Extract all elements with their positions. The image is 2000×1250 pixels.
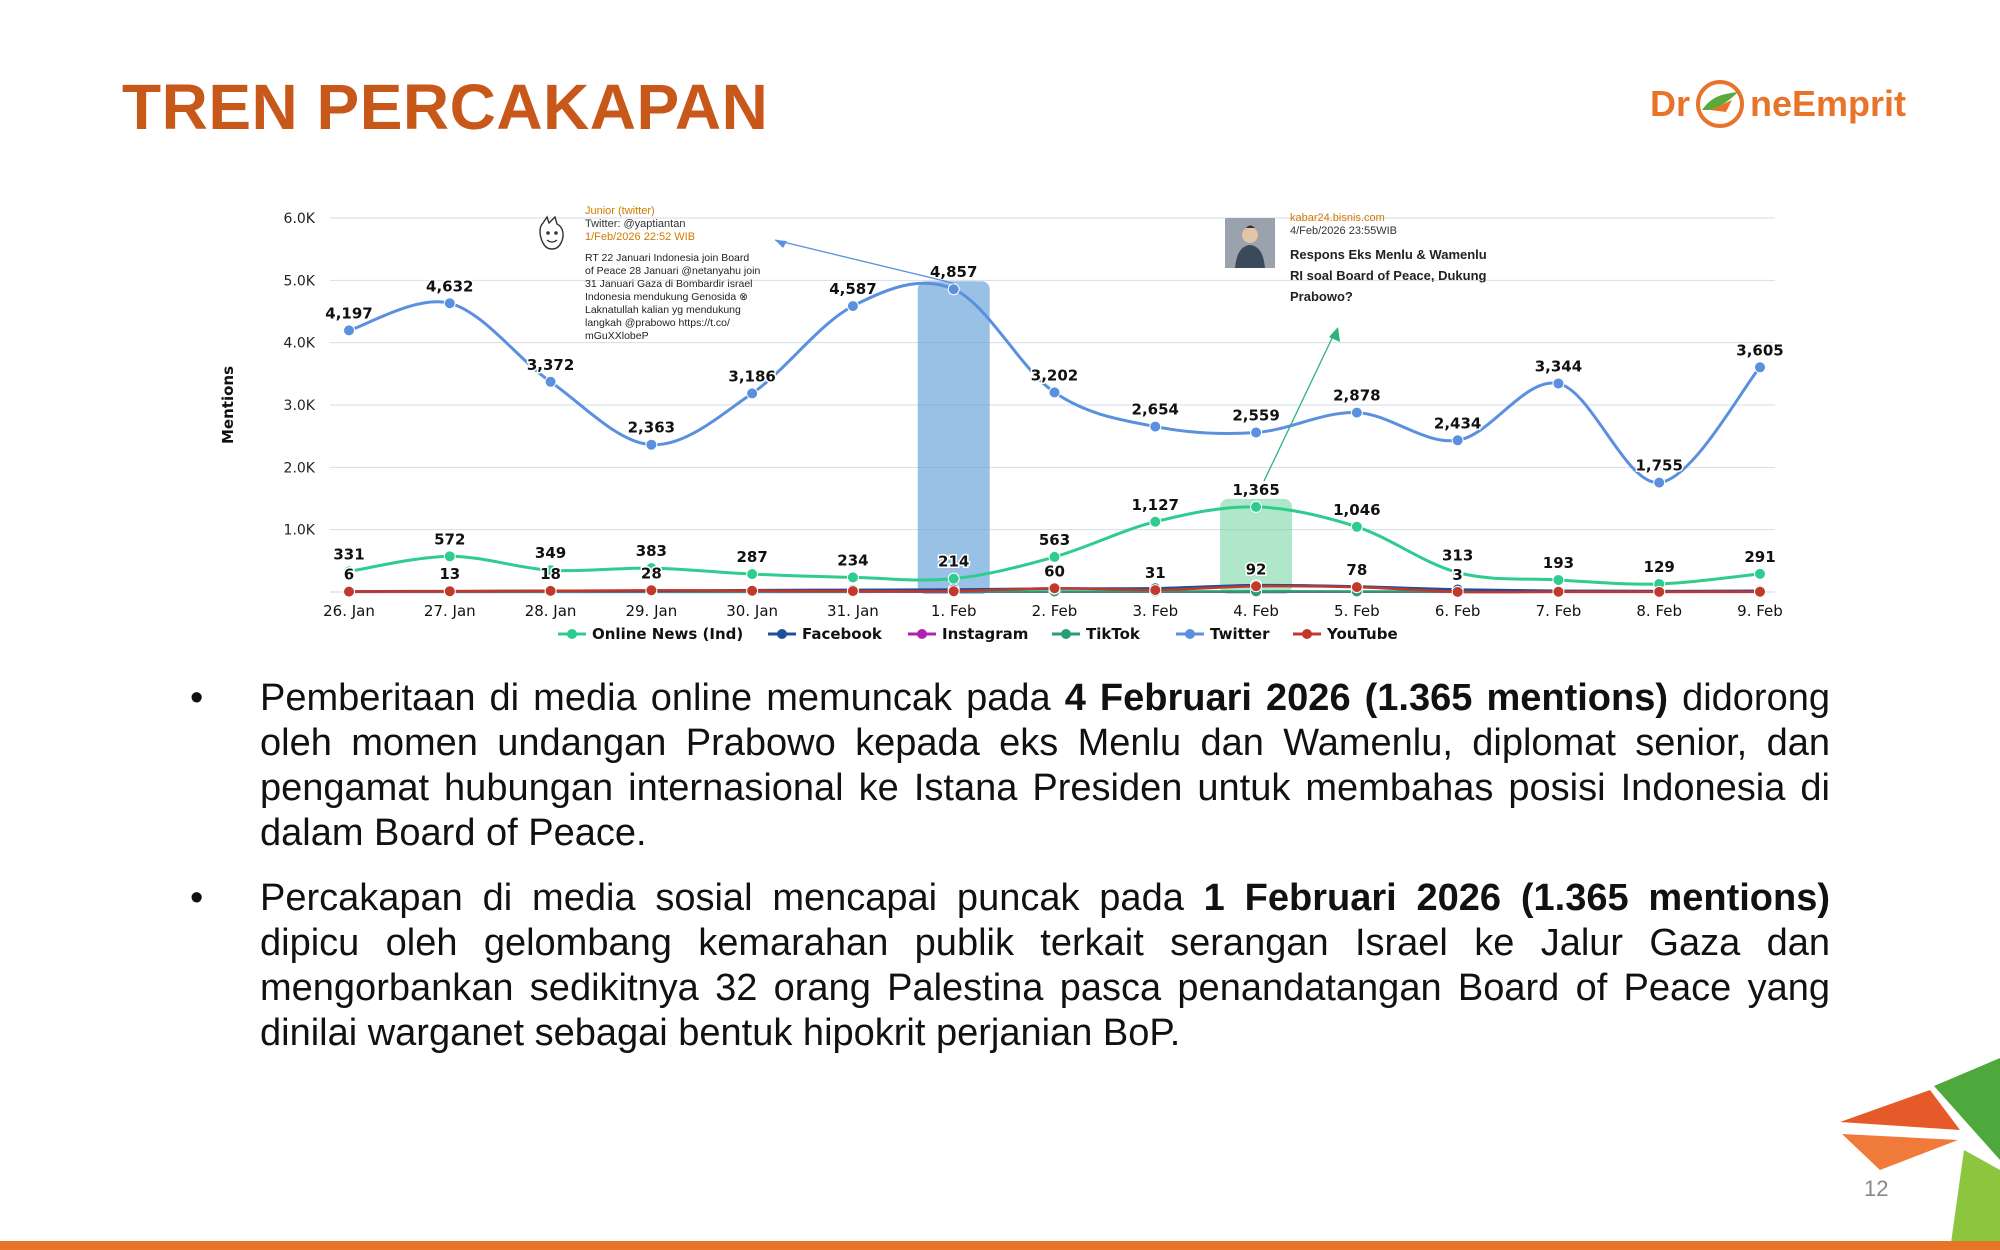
data-label: 60 bbox=[1044, 562, 1065, 581]
page-number: 12 bbox=[1864, 1176, 1889, 1201]
tweet-tooltip bbox=[535, 205, 775, 343]
data-point bbox=[747, 569, 758, 580]
data-point bbox=[1251, 427, 1262, 438]
data-label: 4,857 bbox=[929, 263, 978, 282]
x-tick-label: 29. Jan bbox=[625, 602, 678, 620]
data-point bbox=[847, 586, 858, 597]
legend-label: YouTube bbox=[1327, 625, 1398, 643]
data-label: 18 bbox=[540, 564, 562, 583]
data-point bbox=[1553, 574, 1564, 585]
data-point bbox=[444, 298, 455, 309]
insight-text-bold: 1 Februari 2026 (1.365 mentions) bbox=[1203, 877, 1830, 919]
data-point bbox=[1452, 435, 1463, 446]
x-tick-label: 3. Feb bbox=[1132, 602, 1179, 620]
legend-label: TikTok bbox=[1086, 625, 1140, 643]
legend-swatch-dot bbox=[917, 629, 927, 639]
data-label: 1,046 bbox=[1333, 500, 1381, 519]
data-label: 78 bbox=[1346, 561, 1368, 580]
y-axis-label: Mentions bbox=[219, 365, 237, 445]
insight-item bbox=[190, 876, 1830, 1056]
bullet-icon: • bbox=[190, 677, 204, 719]
data-point bbox=[847, 301, 858, 312]
legend-item bbox=[1052, 625, 1141, 643]
tooltip1-line: mGuXXlobeP bbox=[585, 330, 649, 342]
data-point bbox=[646, 439, 657, 450]
tooltip2-headline bbox=[1290, 244, 1515, 307]
data-point bbox=[1351, 582, 1362, 593]
legend-item bbox=[1176, 625, 1270, 643]
page-title: TREN PERCAKAPAN bbox=[122, 71, 769, 143]
data-label: 3 bbox=[1452, 565, 1463, 584]
data-label: 572 bbox=[434, 530, 466, 549]
legend-label: Facebook bbox=[802, 625, 882, 643]
logo-text-ne: ne bbox=[1750, 83, 1793, 124]
tooltip2-line: RI soal Board of Peace, Dukung bbox=[1290, 268, 1487, 283]
data-label: 287 bbox=[736, 548, 768, 567]
data-point bbox=[1553, 586, 1564, 597]
x-tick-label: 26. Jan bbox=[323, 602, 375, 620]
data-point bbox=[948, 284, 959, 295]
data-label: 563 bbox=[1038, 530, 1071, 549]
data-point bbox=[1251, 581, 1262, 592]
data-point bbox=[1755, 568, 1766, 579]
data-label: 2,654 bbox=[1131, 400, 1180, 419]
data-label: 193 bbox=[1542, 553, 1575, 572]
data-label: 383 bbox=[635, 542, 668, 561]
x-tick-label: 27. Jan bbox=[423, 602, 476, 620]
data-point bbox=[545, 585, 556, 596]
data-label: 92 bbox=[1245, 560, 1267, 579]
drone-emprit-logo bbox=[1650, 72, 1906, 136]
data-point bbox=[747, 585, 758, 596]
data-label: 331 bbox=[333, 545, 365, 564]
data-label: 28 bbox=[640, 564, 662, 583]
data-point bbox=[1553, 378, 1564, 389]
data-label: 31 bbox=[1144, 564, 1166, 583]
data-label: 1,127 bbox=[1131, 495, 1180, 514]
data-point bbox=[747, 388, 758, 399]
tooltip2-source: kabar24.bisnis.com bbox=[1290, 212, 1385, 224]
data-label: 6 bbox=[343, 565, 355, 584]
data-point bbox=[1654, 586, 1665, 597]
data-label: 291 bbox=[1744, 547, 1776, 566]
tooltip2-line: Respons Eks Menlu & Wamenlu bbox=[1290, 247, 1487, 262]
data-point bbox=[344, 325, 355, 336]
cartoon-avatar-icon bbox=[535, 215, 569, 253]
data-label: 3,186 bbox=[728, 367, 776, 386]
tooltip-connector-arrowhead bbox=[775, 240, 787, 248]
data-label: 129 bbox=[1643, 557, 1675, 576]
data-point bbox=[545, 376, 556, 387]
tooltip1-line: Laknatullah kalian yg mendukung bbox=[585, 304, 741, 316]
data-point bbox=[646, 585, 657, 596]
mentions-trend-chart bbox=[200, 190, 1800, 650]
data-point bbox=[1049, 583, 1060, 594]
x-tick-label: 4. Feb bbox=[1233, 602, 1279, 620]
data-label: 2,434 bbox=[1433, 414, 1482, 433]
data-label: 4,632 bbox=[426, 277, 474, 296]
highlight-bar bbox=[918, 281, 990, 594]
data-point bbox=[948, 573, 959, 584]
data-label: 234 bbox=[837, 551, 869, 570]
data-point bbox=[1452, 586, 1463, 597]
legend-item bbox=[558, 625, 743, 643]
data-point bbox=[1150, 585, 1161, 596]
tooltip1-line: RT 22 Januari Indonesia join Board bbox=[585, 252, 750, 264]
y-tick-label: 4.0K bbox=[283, 335, 315, 352]
y-tick-label: 6.0K bbox=[283, 211, 315, 227]
data-label: 313 bbox=[1441, 546, 1474, 565]
tooltip1-handle: Twitter: @yaptiantan bbox=[585, 218, 686, 230]
legend-swatch-dot bbox=[1302, 629, 1312, 639]
tooltip2-time: 4/Feb/2026 23:55WIB bbox=[1290, 225, 1398, 237]
x-tick-label: 7. Feb bbox=[1535, 602, 1582, 620]
x-tick-label: 8. Feb bbox=[1636, 602, 1683, 620]
legend-swatch-dot bbox=[777, 629, 787, 639]
person-photo-icon bbox=[1225, 218, 1275, 268]
x-tick-label: 28. Jan bbox=[524, 602, 577, 620]
data-point bbox=[1251, 501, 1262, 512]
insight-text-bold: 4 Februari 2026 (1.365 mentions) bbox=[1064, 677, 1669, 719]
insight-text-pre: Percakapan di media sosial mencapai puncak pada bbox=[260, 877, 1204, 919]
data-label: 4,197 bbox=[325, 304, 373, 323]
data-point bbox=[948, 586, 959, 597]
insight-text-pre: Pemberitaan di media online memuncak pada bbox=[260, 677, 1065, 719]
data-label: 4,587 bbox=[829, 280, 877, 299]
legend-swatch-dot bbox=[567, 629, 577, 639]
news-tooltip bbox=[1225, 212, 1515, 307]
data-label: 1,365 bbox=[1232, 480, 1280, 499]
x-tick-label: 9. Feb bbox=[1737, 602, 1783, 620]
legend-swatch-dot bbox=[1061, 629, 1071, 639]
data-label: 2,559 bbox=[1232, 406, 1280, 425]
data-point bbox=[1755, 586, 1766, 597]
tooltip-connector-line bbox=[775, 240, 954, 283]
data-point bbox=[344, 586, 355, 597]
data-label: 349 bbox=[534, 544, 567, 563]
data-label: 2,363 bbox=[627, 418, 676, 437]
insight-item bbox=[190, 676, 1830, 856]
bullet-icon: • bbox=[190, 877, 204, 919]
x-tick-label: 1. Feb bbox=[930, 602, 977, 620]
decorative-corner-shapes bbox=[1840, 1050, 2000, 1250]
data-point bbox=[1150, 421, 1161, 432]
insight-text-post: didorong oleh momen undangan Prabowo kepada eks Menlu dan Wamenlu, diplomat senior, dan pengamat hubungan internasional ke Istana Presiden untuk membahas posisi Indonesia di dalam Board of Peace. bbox=[260, 677, 1830, 854]
insight-list bbox=[190, 676, 1830, 1076]
logo-text-dr: Dr bbox=[1650, 83, 1691, 124]
data-label: 3,605 bbox=[1736, 341, 1784, 360]
legend-item bbox=[1293, 625, 1398, 643]
tooltip1-line: Indonesia mendukung Genosida ⊗ bbox=[585, 291, 748, 303]
tooltip1-body bbox=[585, 252, 775, 343]
data-label: 214 bbox=[938, 552, 970, 571]
data-label: 3,372 bbox=[526, 355, 575, 374]
logo-text-emprit: Emprit bbox=[1792, 83, 1907, 124]
legend-item bbox=[768, 625, 883, 643]
y-tick-label: 3.0K bbox=[283, 398, 315, 414]
y-tick-label: 1.0K bbox=[283, 522, 315, 539]
data-point bbox=[1049, 551, 1060, 562]
data-point bbox=[1150, 516, 1161, 527]
x-tick-label: 2. Feb bbox=[1031, 602, 1078, 620]
data-point bbox=[1654, 477, 1665, 488]
data-label: 3,344 bbox=[1534, 357, 1583, 376]
legend-swatch-dot bbox=[1185, 629, 1195, 639]
legend-label: Twitter bbox=[1210, 625, 1270, 643]
insight-text-post: dipicu oleh gelombang kemarahan publik terkait serangan Israel ke Jalur Gaza dan mengorbankan sedikitnya 32 orang Palestina pasca penandatangan Board of Peace yang dinilai warganet sebagai bentuk hipokrit perjanian BoP. bbox=[260, 922, 1830, 1054]
data-point bbox=[444, 586, 455, 597]
data-point bbox=[1351, 521, 1362, 532]
drone-logo-icon bbox=[1692, 76, 1748, 132]
data-point bbox=[1755, 362, 1766, 373]
data-point bbox=[444, 551, 455, 562]
tooltip1-line: langkah @prabowo https://t.co/ bbox=[585, 317, 730, 329]
data-label: 13 bbox=[439, 565, 461, 584]
legend-label: Online News (Ind) bbox=[592, 625, 744, 643]
x-tick-label: 5. Feb bbox=[1334, 602, 1380, 620]
tooltip1-time: 1/Feb/2026 22:52 WIB bbox=[585, 231, 696, 243]
data-label: 1,755 bbox=[1635, 456, 1683, 475]
bottom-accent-bar bbox=[0, 1241, 2000, 1250]
tooltip2-line: Prabowo? bbox=[1290, 289, 1353, 304]
data-point bbox=[1351, 407, 1362, 418]
data-label: 3,202 bbox=[1030, 366, 1079, 385]
tooltip1-author: Junior (twitter) bbox=[585, 205, 655, 217]
y-tick-label: 2.0K bbox=[283, 460, 315, 477]
data-label: 2,878 bbox=[1333, 386, 1381, 405]
legend-label: Instagram bbox=[942, 625, 1029, 643]
tooltip1-line: of Peace 28 Januari @netanyahu join bbox=[585, 265, 761, 277]
data-point bbox=[1049, 387, 1060, 398]
legend-item bbox=[908, 625, 1028, 643]
x-tick-label: 31. Jan bbox=[827, 602, 879, 620]
data-point bbox=[847, 572, 858, 583]
x-tick-label: 6. Feb bbox=[1434, 602, 1481, 620]
tooltip1-line: 31 Januari Gaza di Bombardir israel bbox=[585, 278, 753, 290]
y-tick-label: 5.0K bbox=[283, 273, 315, 290]
x-tick-label: 30. Jan bbox=[726, 602, 779, 620]
